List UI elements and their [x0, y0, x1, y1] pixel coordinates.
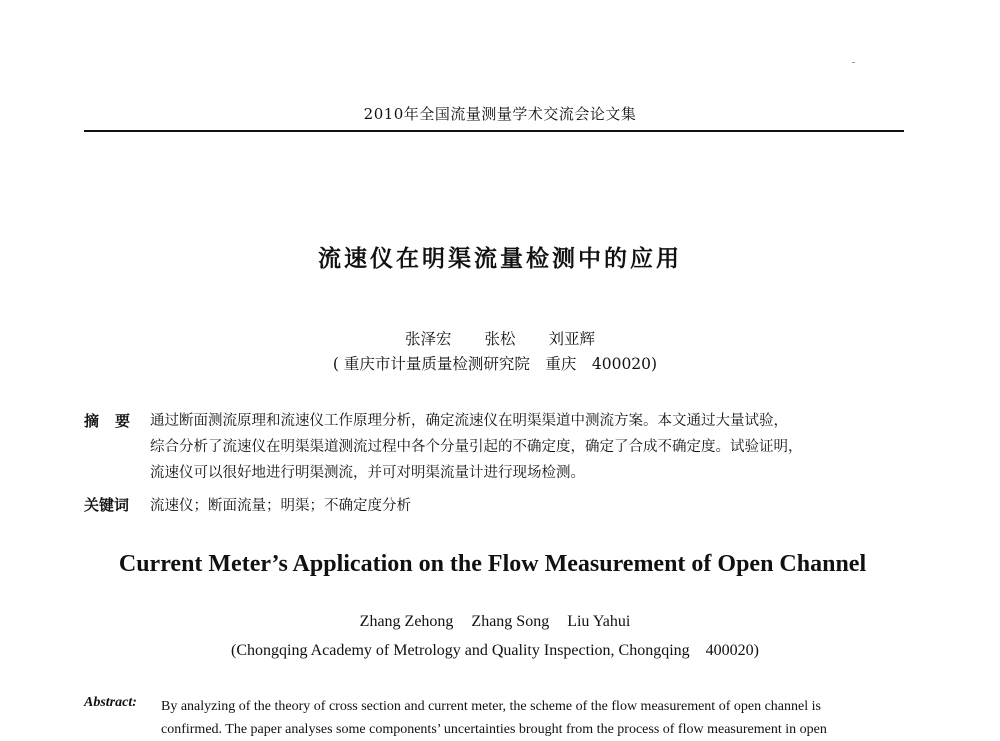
- affiliation-zh: ( 重庆市计量质量检测研究院 重庆 400020): [332, 355, 658, 373]
- paper-title-en: Current Meter’s Application on the Flow Measurement of Open Channel: [118, 551, 867, 577]
- author-zh-1: 张泽宏: [405, 330, 452, 348]
- abstract-zh-line: 通过断面测流原理和流速仪工作原理分析，确定流速仪在明渠渠道中测流方案。本文通过大量试验，: [150, 413, 788, 429]
- paper-title-zh: 流速仪在明渠流量检测中的应用: [318, 245, 682, 272]
- keywords-zh: 流速仪；断面流量；明渠；不确定度分析: [150, 498, 411, 514]
- author-en-1: Zhang Zehong: [359, 613, 454, 630]
- abstract-en-label: Abstract:: [84, 695, 137, 710]
- affiliation-en: (Chongqing Academy of Metrology and Quality Inspection, Chongqing 400020): [231, 642, 759, 659]
- abstract-en-line: By analyzing of the theory of cross section and current meter, the scheme of the flow measurement of open channel is: [161, 699, 821, 714]
- header-rule: [84, 130, 904, 132]
- abstract-zh: [150, 408, 905, 486]
- abstract-en-line: confirmed. The paper analyses some components’ uncertainties brought from the process of flow measurement in open: [161, 722, 827, 737]
- author-zh-2: 张松: [484, 330, 516, 348]
- keywords-label: 关键词: [84, 496, 130, 514]
- abstract-zh-label: 摘要: [84, 412, 147, 430]
- proceedings-header: 2010年全国流量测量学术交流会论文集: [363, 105, 637, 123]
- authors-zh: [0, 327, 1000, 349]
- abstract-zh-line: 流速仪可以很好地进行明渠测流，并可对明渠流量计进行现场检测。: [150, 465, 585, 481]
- author-en-2: Zhang Song: [471, 613, 550, 630]
- abstract-zh-line: 综合分析了流速仪在明渠渠道测流过程中各个分量引起的不确定度，确定了合成不确定度。试验证明，: [150, 439, 803, 455]
- abstract-en: [161, 695, 906, 741]
- author-en-3: Liu Yahui: [567, 613, 631, 630]
- authors-en: [0, 613, 990, 631]
- scan-speck: [852, 62, 855, 63]
- author-zh-3: 刘亚辉: [548, 330, 595, 348]
